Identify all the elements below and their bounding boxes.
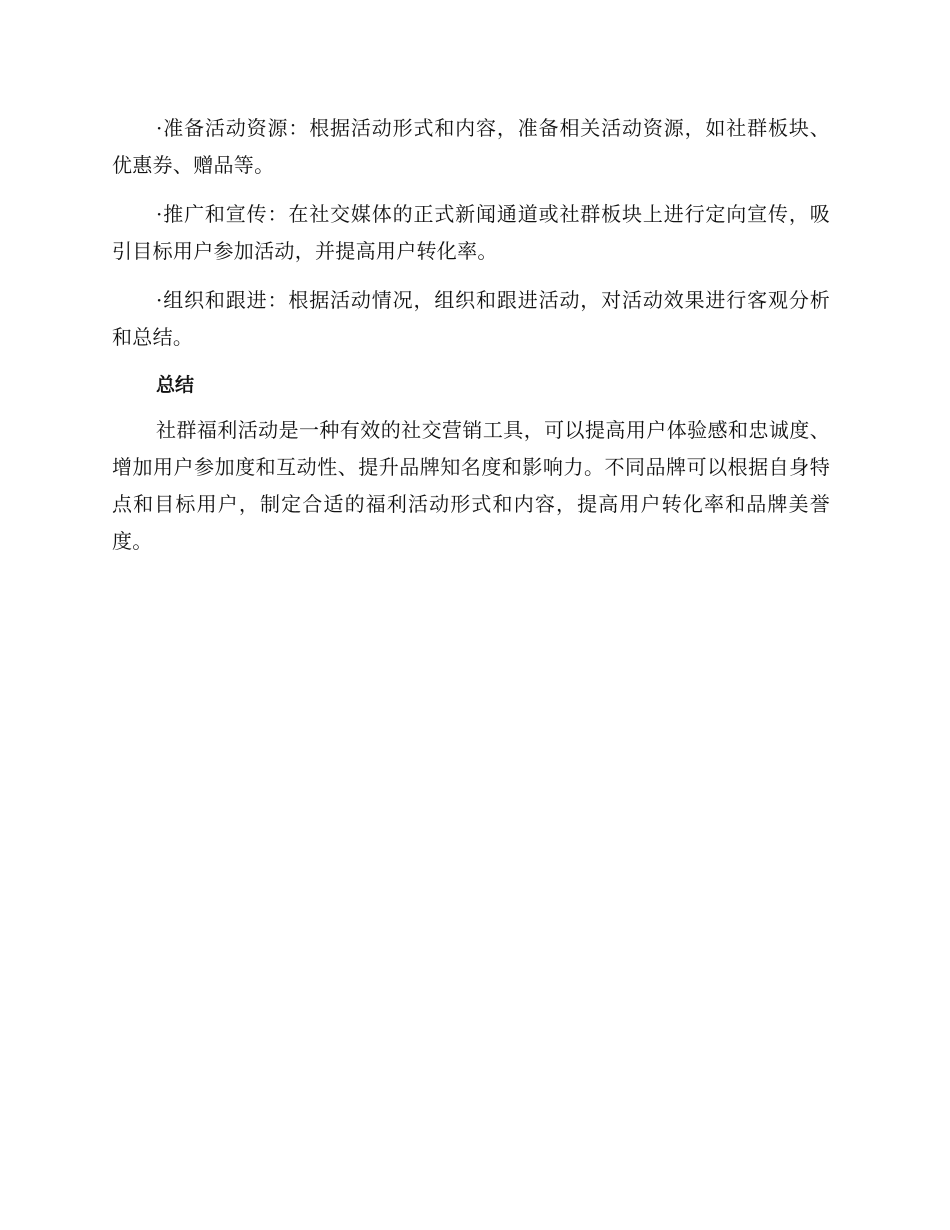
bullet-promotion: ·推广和宣传：在社交媒体的正式新闻通道或社群板块上进行定向宣传，吸引目标用户参加活动，并提高用户转化率。 xyxy=(112,202,830,263)
document-body xyxy=(112,110,830,560)
bullet-prepare-resources: ·准备活动资源：根据活动形式和内容，准备相关活动资源，如社群板块、优惠券、赠品等。 xyxy=(112,116,830,177)
section-heading-summary: 总结 xyxy=(156,374,195,396)
bullet-organize-follow-up: ·组织和跟进：根据活动情况，组织和跟进活动，对活动效果进行客观分析和总结。 xyxy=(112,288,830,349)
summary-paragraph: 社群福利活动是一种有效的社交营销工具，可以提高用户体验感和忠诚度、增加用户参加度和互动性、提升品牌知名度和影响力。不同品牌可以根据自身特点和目标用户，制定合适的福利活动形式和内容，提高用户转化率和品牌美誉度。 xyxy=(112,418,830,553)
